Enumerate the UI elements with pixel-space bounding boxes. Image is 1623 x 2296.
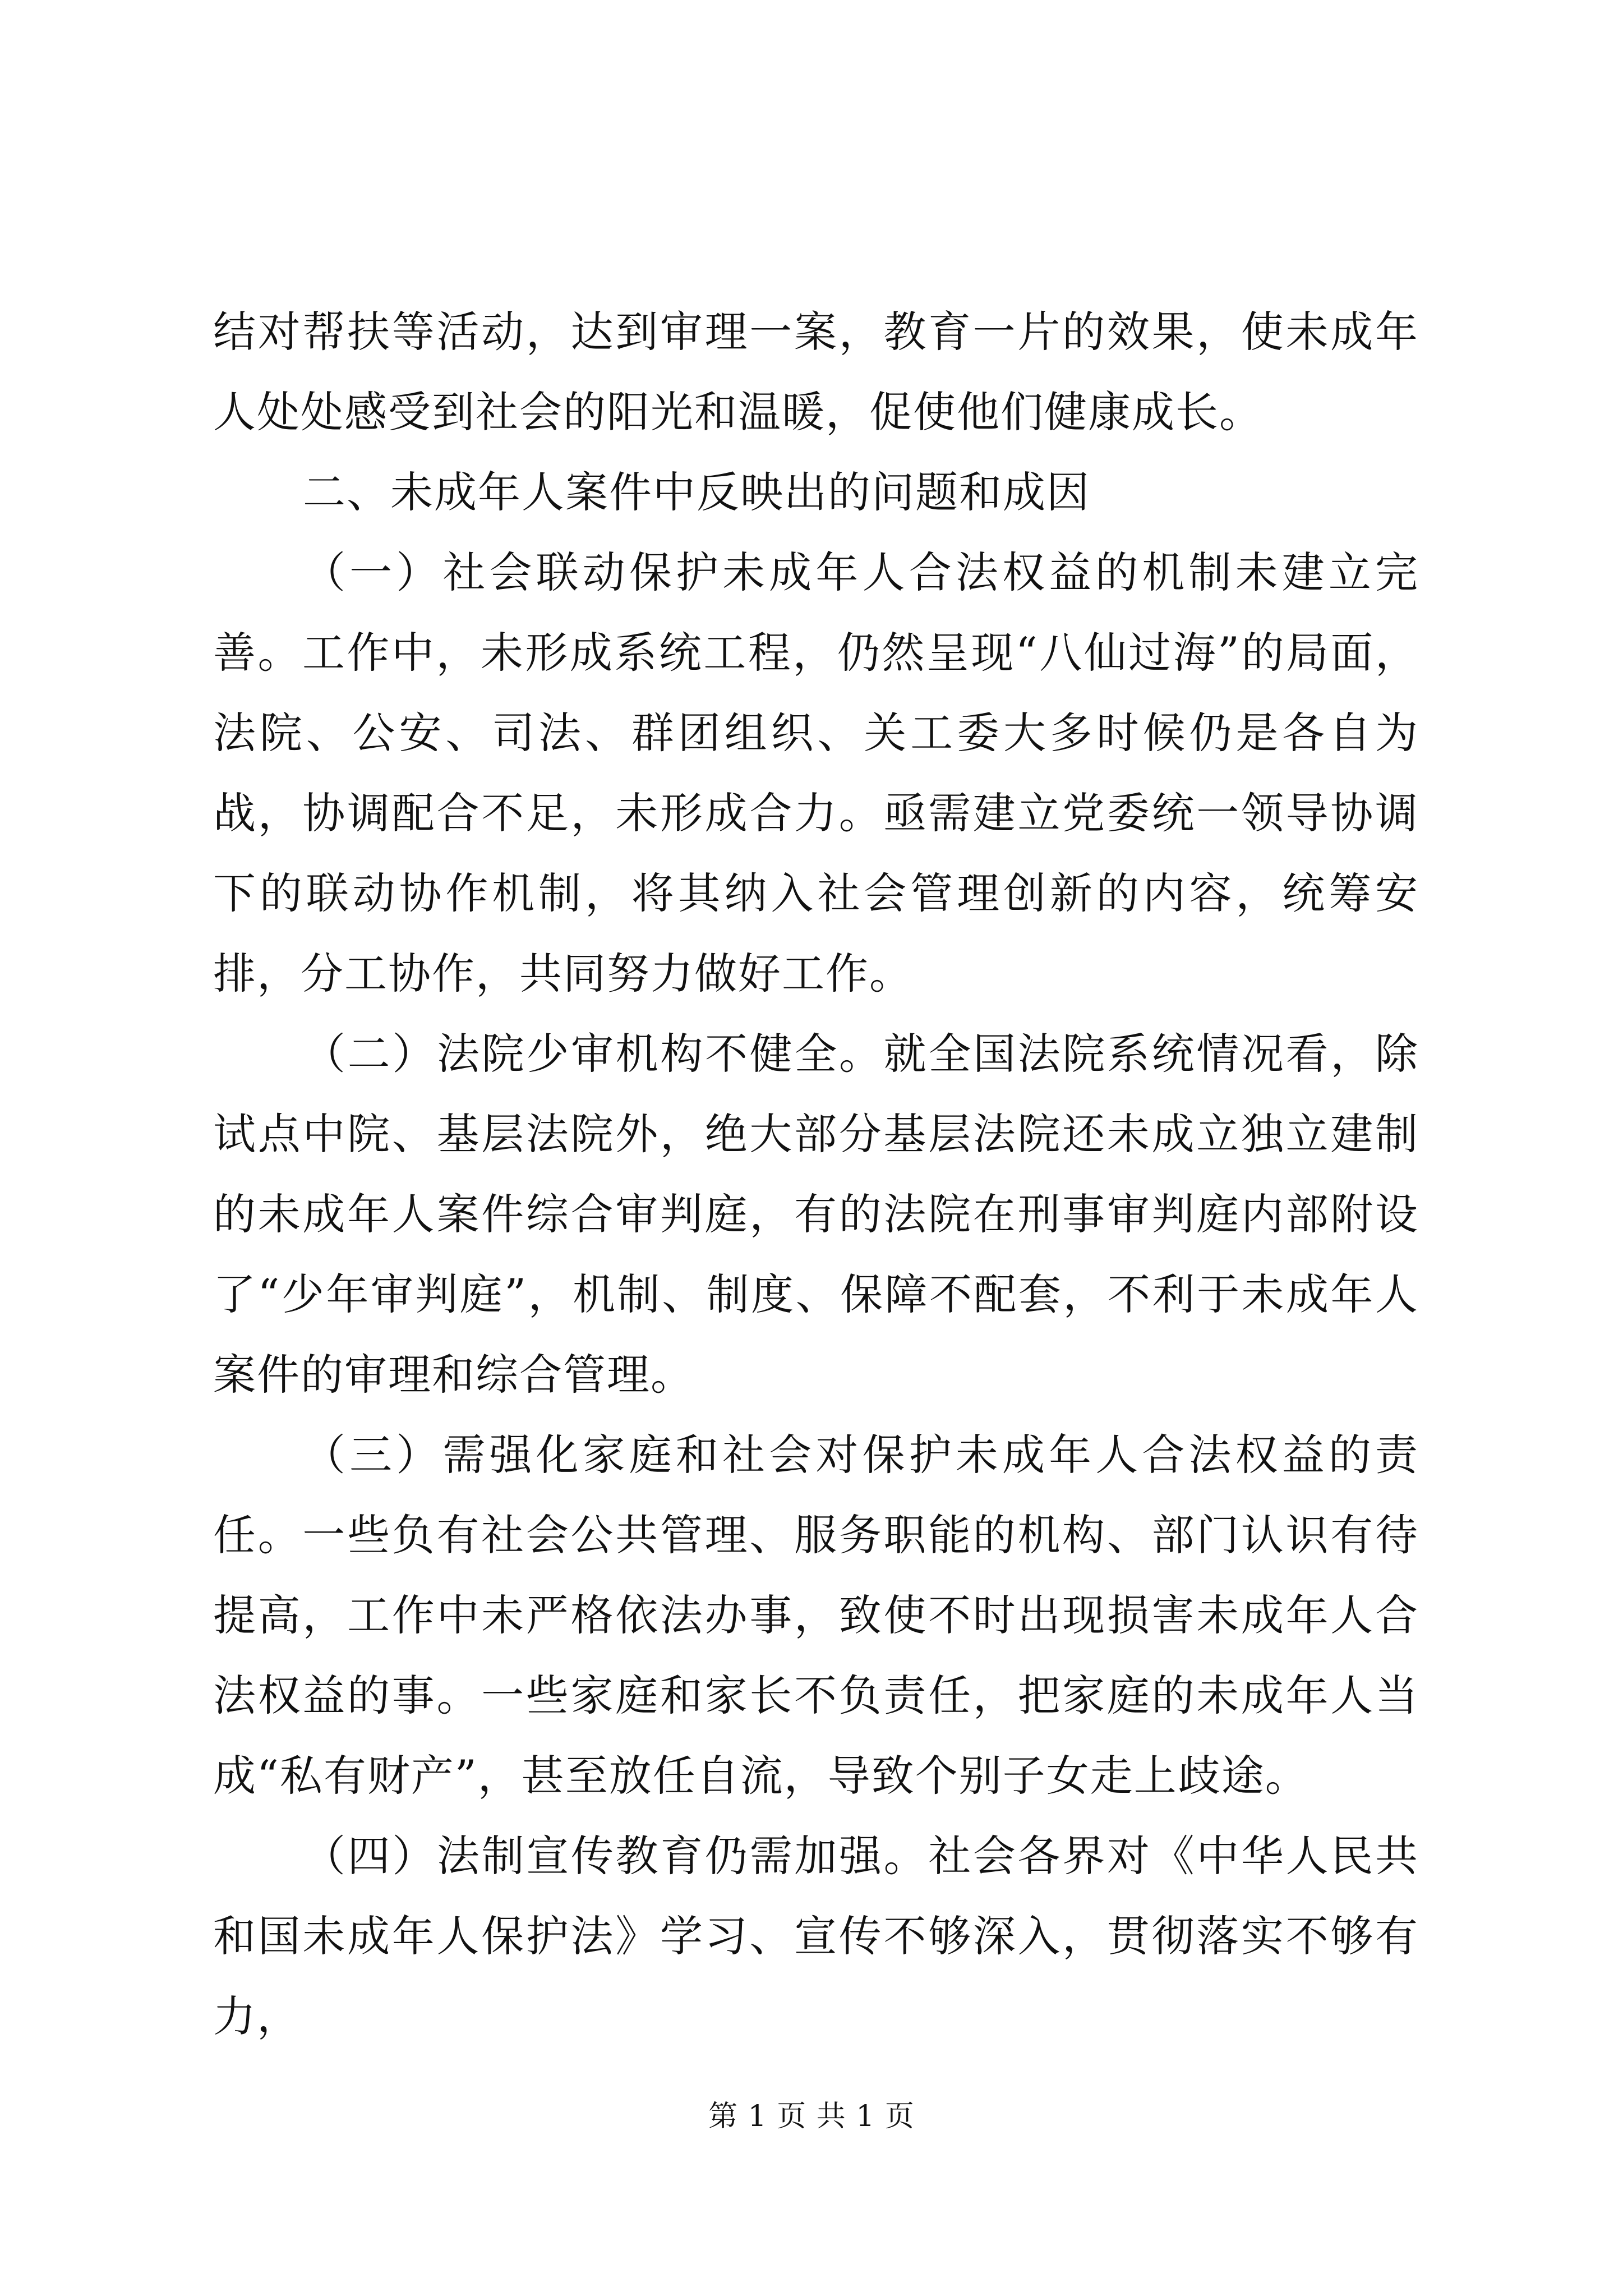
paragraph-item-4: （四）法制宣传教育仍需加强。社会各界对《中华人民共和国未成年人保护法》学习、宣传不够深入，贯彻落实不够有力，: [213, 1831, 1419, 2041]
paragraph-item-3: （三）需强化家庭和社会对保护未成年人合法权益的责任。一些负有社会公共管理、服务职能的机构、部门认识有待提高，工作中未严格依法办事，致使不时出现损害未成年人合法权益的事。一些家庭和家长不负责任，把家庭的未成年人当成“私有财产”，甚至放任自流，导致个别子女走上歧途。: [213, 1430, 1419, 1801]
paragraph-item-1: （一）社会联动保护未成年人合法权益的机制未建立完善。工作中，未形成系统工程，仍然呈现“八仙过海”的局面，法院、公安、司法、群团组织、关工委大多时候仍是各自为战，协调配合不足，未形成合力。亟需建立党委统一领导协调下的联动协作机制，将其纳入社会管理创新的内容，统筹安排，分工协作，共同努力做好工作。: [213, 547, 1419, 999]
document-body: [213, 292, 1419, 2056]
page-footer: 第 1 页 共 1 页: [708, 2100, 915, 2133]
paragraph-1: 结对帮扶等活动，达到审理一案，教育一片的效果，使未成年人处处感受到社会的阳光和温暖，促使他们健康成长。: [213, 307, 1419, 437]
section-heading: 二、未成年人案件中反映出的问题和成因: [303, 467, 1090, 517]
paragraph-item-2: （二）法院少审机构不健全。就全国法院系统情况看，除试点中院、基层法院外，绝大部分基层法院还未成立独立建制的未成年人案件综合审判庭，有的法院在刑事审判庭内部附设了“少年审判庭”，机制、制度、保障不配套，不利于未成年人案件的审理和综合管理。: [213, 1029, 1419, 1400]
